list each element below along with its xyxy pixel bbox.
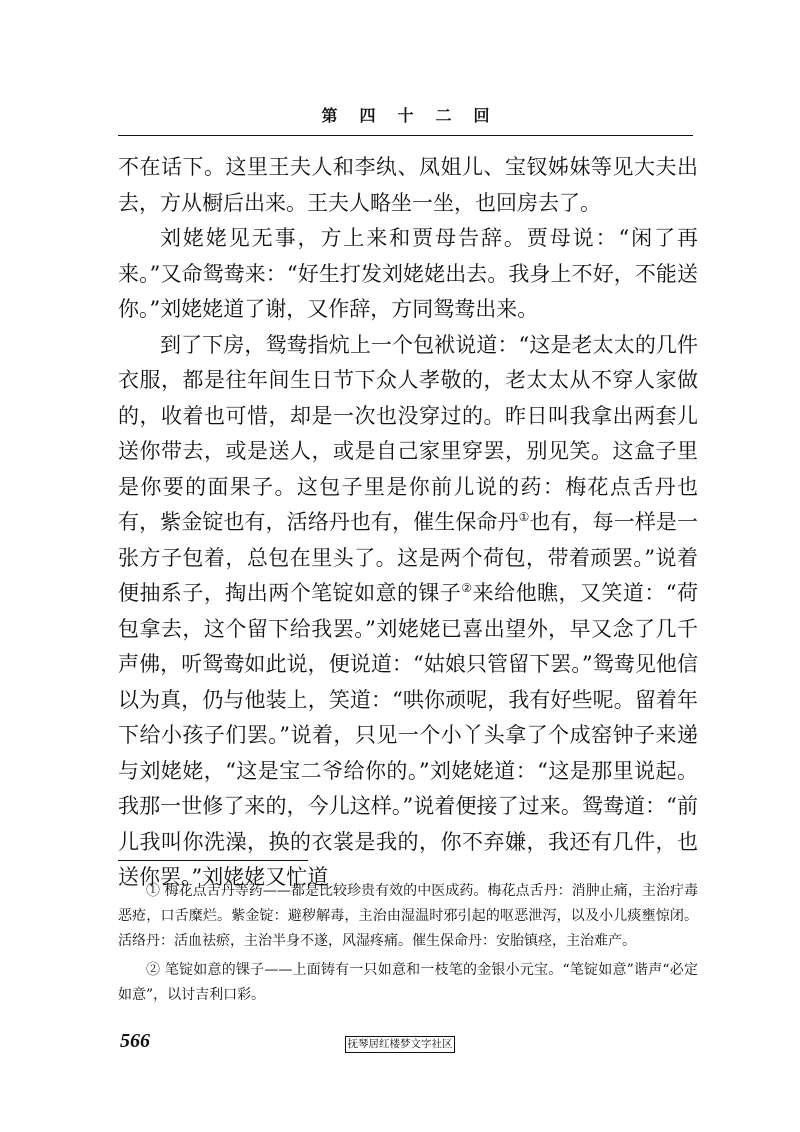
paragraph-3-part-b: 也有，每一样是一张方子包着，总包在里头了。这是两个荷包，带着顽罢。”说着便抽系子，掏出两个笔锭如意的锞子 xyxy=(118,510,699,605)
header-rule xyxy=(118,135,693,136)
paragraph-1: 不在话下。这里王夫人和李纨、凤姐儿、宝钗姊妹等见大夫出去，方从橱后出来。王夫人略坐一坐，也回房去了。 xyxy=(118,155,698,215)
footnote-ref-2: ② xyxy=(461,581,473,595)
paragraph-3-part-c: 来给他瞧，又笑道：“荷包拿去，这个留下给我罢。”刘姥姥已喜出望外，早又念了几千声佛，听鸳鸯如此说，便说道：“姑娘只管留下罢。”鸳鸯见他信以为真，仍与他装上，笑道：“哄你顽呢，我有好些呢。留着年下给小孩子们罢。”说着，只见一个小丫头拿了个成窑钟子来递与刘姥姥，“这是宝二爷给你的。”刘姥姥道：“这是那里说起。我那一世修了来的，今儿这样。”说着便接了过来。鸳鸯道：“前儿我叫你洗澡，换的衣裳是我的，你不弃嫌，我还有几件，也送你罢。”刘姥姥又忙道 xyxy=(118,581,698,889)
chapter-header: 第四十二回 xyxy=(321,106,512,125)
paragraph-3 xyxy=(118,328,698,896)
watermark-stamp: 抚琴居红楼梦文字社区 xyxy=(345,1036,455,1053)
page-number: 566 xyxy=(120,1030,150,1052)
footnote-rule xyxy=(118,860,308,861)
footnote-2: ② 笔锭如意的锞子——上面铸有一只如意和一枝笔的金银小元宝。“笔锭如意”谐声“必定如意”，以讨吉利口彩。 xyxy=(118,962,698,1003)
footnotes xyxy=(118,879,698,1012)
footnote-ref-1: ① xyxy=(518,510,530,524)
main-text xyxy=(118,150,698,896)
footnote-1: ① 梅花点舌丹等药——都是比较珍贵有效的中医成药。梅花点舌丹：消肿止痛，主治疔毒恶疮，口舌糜烂。紫金锭：避秽解毒，主治由湿温时邪引起的呕恶泄泻，以及小儿痰壅惊闭。活络丹：活血祛瘀，主治半身不遂，风湿疼痛。催生保命丹：安胎镇痉，主治难产。 xyxy=(118,883,698,949)
paragraph-3-part-a: 到了下房，鸳鸯指炕上一个包袱说道：“这是老太太的几件衣服，都是往年间生日节下众人孝敬的，老太太从不穿人家做的，收着也可惜，却是一次也没穿过的。昨日叫我拿出两套儿送你带去，或是送人，或是自己家里穿罢，别见笑。这盒子里是你要的面果子。这包子里是你前儿说的药：梅花点舌丹也有，紫金锭也有，活络丹也有，催生保命丹 xyxy=(118,332,698,534)
paragraph-2: 刘姥姥见无事，方上来和贾母告辞。贾母说：“闲了再来。”又命鸳鸯来：“好生打发刘姥姥出去。我身上不好，不能送你。”刘姥姥道了谢，又作辞，方同鸳鸯出来。 xyxy=(118,226,698,321)
